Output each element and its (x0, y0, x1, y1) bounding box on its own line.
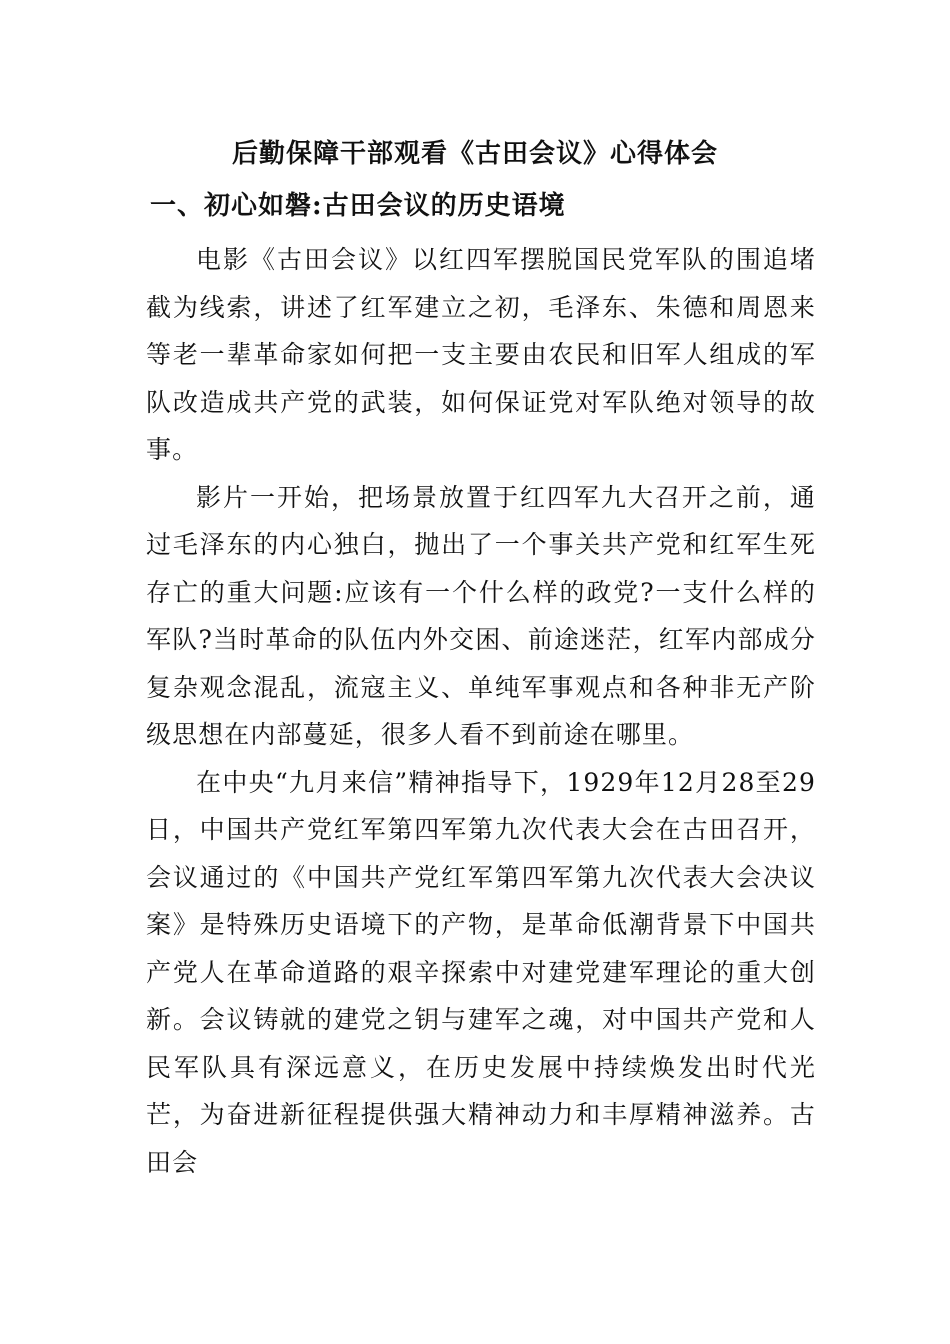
paragraph: 在中央“九月来信”精神指导下，1929年12月28至29日，中国共产党红军第四军第九次代表大会在古田召开，会议通过的《中国共产党红军第四军第九次代表大会决议案》是特殊历史语境下的产物，是革命低潮背景下中国共产党人在革命道路的艰辛探索中对建党建军理论的重大创新。会议铸就的建党之钥与建军之魂，对中国共产党和人民军队具有深远意义，在历史发展中持续焕发出时代光芒，为奋进新征程提供强大精神动力和丰厚精神滋养。古田会 (146, 767, 816, 1177)
paragraph: 影片一开始，把场景放置于红四军九大召开之前，通过毛泽东的内心独白，抛出了一个事关共产党和红军生死存亡的重大问题:应该有一个什么样的政党?一支什么样的军队?当时革命的队伍内外交困、前途迷茫，红军内部成分复杂观念混乱，流寇主义、单纯军事观点和各种非无产阶级思想在内部蔓延，很多人看不到前途在哪里。 (146, 482, 816, 749)
section-heading: 一、初心如磐:古田会议的历史语境 (150, 191, 566, 221)
document-body (146, 236, 816, 1186)
paragraph: 电影《古田会议》以红四军摆脱国民党军队的围追堵截为线索，讲述了红军建立之初，毛泽东、朱德和周恩来等老一辈革命家如何把一支主要由农民和旧军人组成的军队改造成共产党的武装，如何保证党对军队绝对领导的故事。 (146, 245, 816, 464)
document-title: 后勤保障干部观看《古田会议》心得体会 (231, 139, 718, 169)
